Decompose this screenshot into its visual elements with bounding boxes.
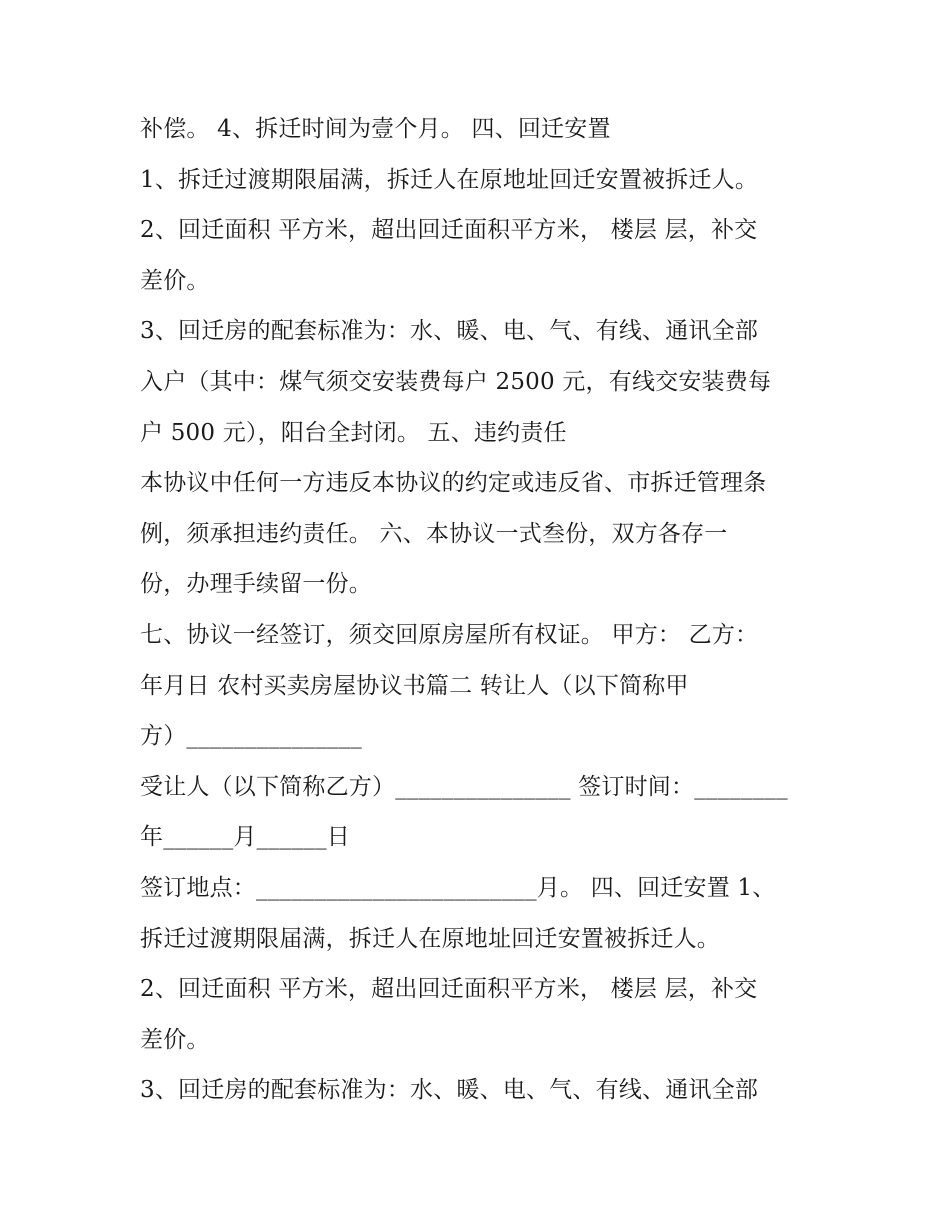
text-line: 户 500 元），阳台全封闭。 五、违约责任	[140, 419, 567, 446]
text-line: 受让人（以下简称乙方）_______________ 签订时间：________	[140, 773, 788, 800]
text-line: 拆迁过渡期限届满，拆迁人在原地址回迁安置被拆迁人。	[140, 925, 720, 952]
text-line: 差价。	[140, 267, 210, 294]
text-line: 七、协议一经签订，须交回原房屋所有权证。 甲方： 乙方：	[140, 621, 759, 648]
text-line: 入户（其中：煤气须交安装费每户 2500 元，有线交安装费每	[140, 368, 772, 395]
text-line: 方）_______________	[140, 723, 362, 750]
text-line: 3、回迁房的配套标准为：水、暖、电、气、有线、通讯全部	[140, 318, 759, 345]
text-line: 差价。	[140, 1026, 210, 1053]
text-line: 3、回迁房的配套标准为：水、暖、电、气、有线、通讯全部	[140, 1077, 759, 1104]
document-body	[140, 104, 830, 1116]
text-line: 1、拆迁过渡期限届满，拆迁人在原地址回迁安置被拆迁人。	[140, 166, 759, 193]
text-line: 例，须承担违约责任。 六、本协议一式叁份，双方各存一	[140, 520, 728, 547]
text-line: 补偿。 4、拆迁时间为壹个月。 四、回迁安置	[140, 116, 611, 142]
text-line: 本协议中任何一方违反本协议的约定或违反省、市拆迁管理条	[140, 470, 767, 497]
text-line: 份，办理手续留一份。	[140, 571, 372, 598]
text-line: 2、回迁面积 平方米，超出回迁面积平方米， 楼层 层，补交	[140, 217, 758, 244]
text-line: 年月日 农村买卖房屋协议书篇二 转让人（以下简称甲	[140, 672, 689, 699]
text-line: 签订地点：________________________月。 四、回迁安置 1、	[140, 874, 776, 901]
text-line: 年______月______日	[140, 824, 350, 851]
text-line: 2、回迁面积 平方米，超出回迁面积平方米， 楼层 层，补交	[140, 976, 758, 1003]
